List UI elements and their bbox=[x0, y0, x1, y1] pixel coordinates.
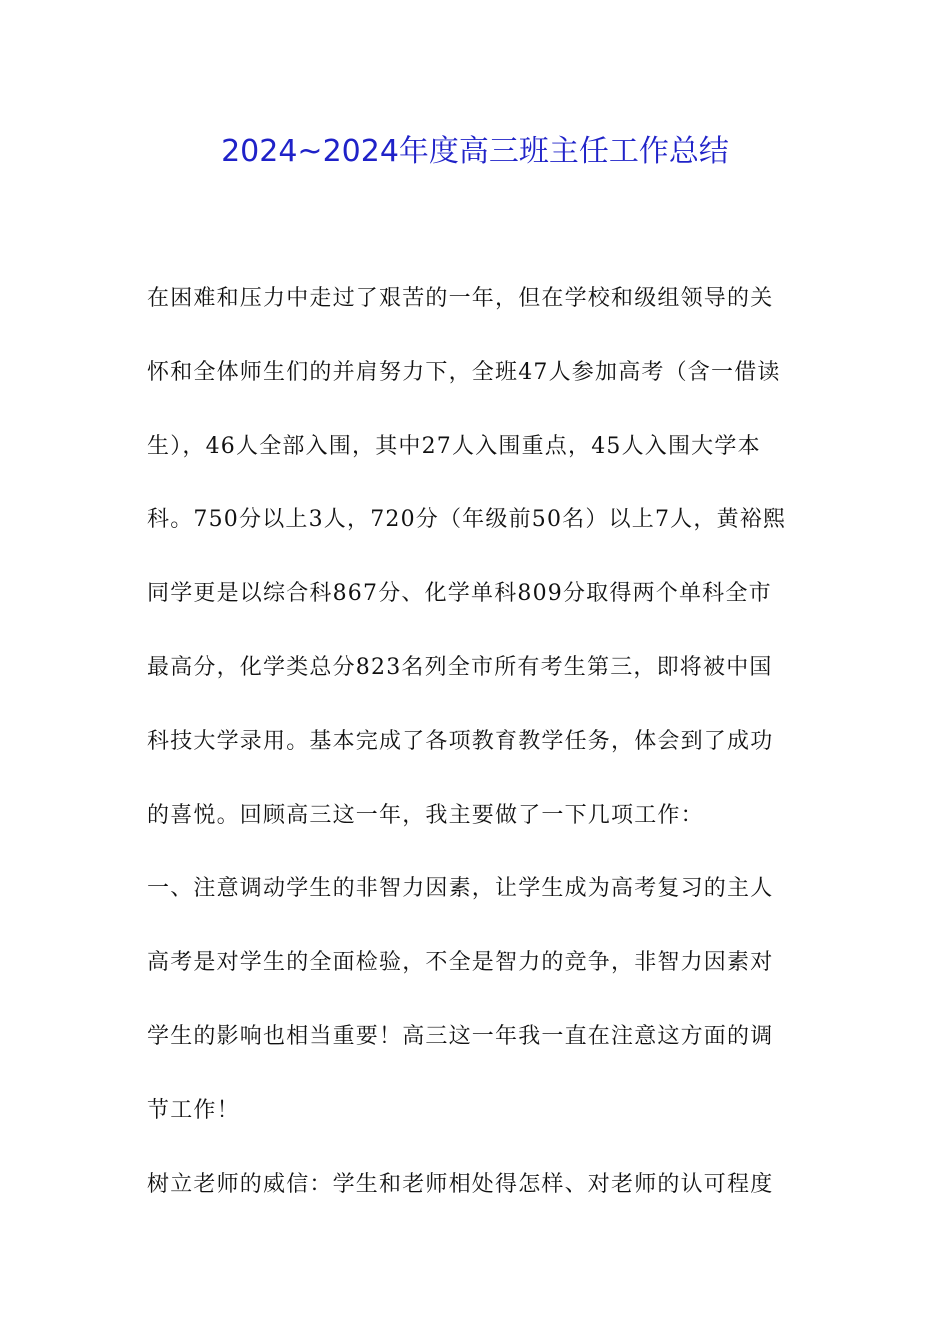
body-line-6: 最高分，化学类总分823名列全市所有考生第三，即将被中国 bbox=[147, 654, 773, 680]
body-line-12: 节工作！ bbox=[147, 1097, 240, 1123]
body-line-13: 树立老师的威信：学生和老师相处得怎样、对老师的认可程度 bbox=[147, 1171, 774, 1197]
body-line-5: 同学更是以综合科867分、化学单科809分取得两个单科全市 bbox=[147, 581, 772, 607]
body-line-4: 科。750分以上3人，720分（年级前50名）以上7人，黄裕熙 bbox=[147, 507, 787, 533]
body-line-8: 的喜悦。回顾高三这一年，我主要做了一下几项工作： bbox=[147, 802, 704, 828]
document-title: 2024~2024年度高三班主任工作总结 bbox=[221, 134, 729, 169]
body-line-7: 科技大学录用。基本完成了各项教育教学任务，体会到了成功 bbox=[147, 728, 774, 754]
document-body bbox=[147, 262, 807, 1221]
body-line-3: 生），46人全部入围，其中27人入围重点，45人入围大学本 bbox=[147, 433, 761, 459]
body-line-11: 学生的影响也相当重要！高三这一年我一直在注意这方面的调 bbox=[147, 1023, 774, 1049]
body-line-1: 在困难和压力中走过了艰苦的一年，但在学校和级组领导的关 bbox=[147, 286, 774, 311]
section-heading-1: 一、注意调动学生的非智力因素，让学生成为高考复习的主人 bbox=[147, 876, 774, 902]
body-line-10: 高考是对学生的全面检验，不全是智力的竞争，非智力因素对 bbox=[147, 950, 774, 976]
body-line-2: 怀和全体师生们的并肩努力下，全班47人参加高考（含一借读 bbox=[147, 359, 781, 385]
